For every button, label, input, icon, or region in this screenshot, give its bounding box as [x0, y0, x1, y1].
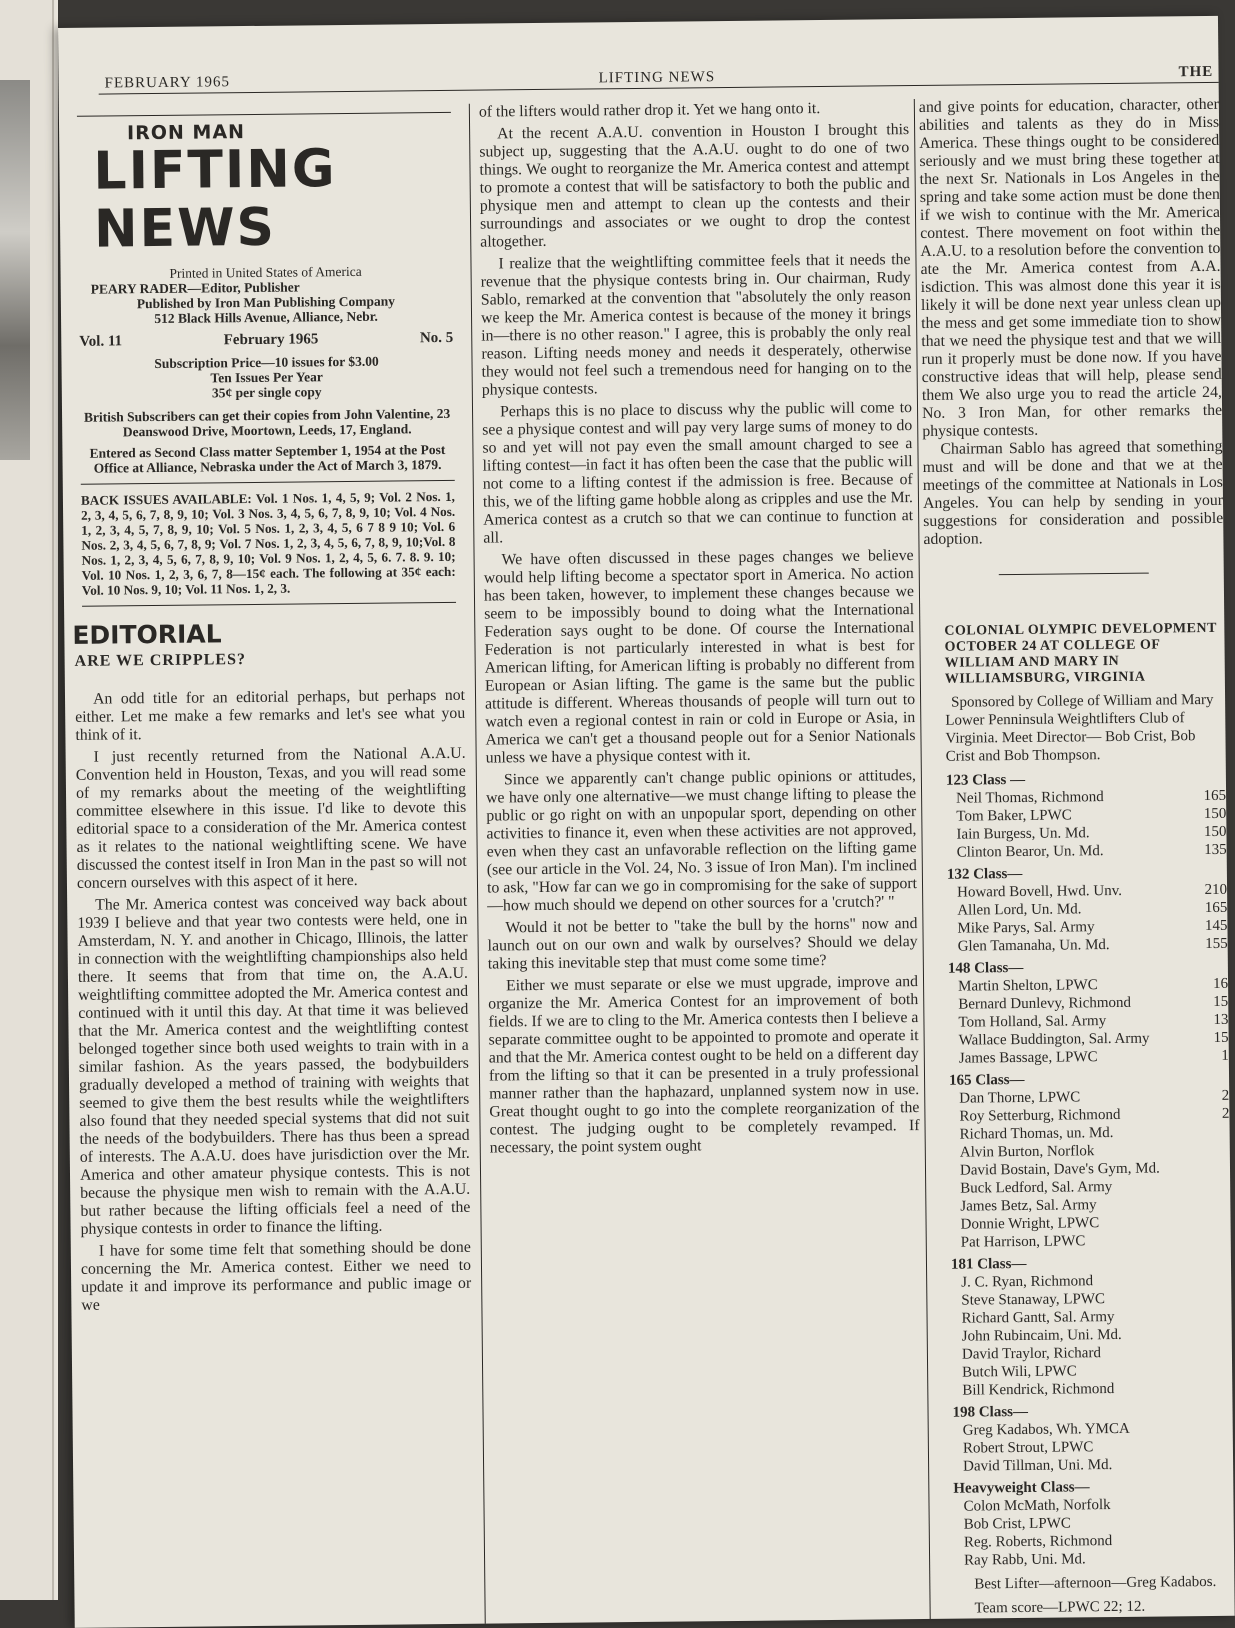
lifter-name: David Traylor, Richard [962, 1344, 1101, 1363]
publisher-line: Published by Iron Man Publishing Company [71, 293, 461, 312]
lifter-name: Richard Thomas, un. Md. [960, 1124, 1114, 1144]
lifter-total: 1 [1221, 1047, 1229, 1065]
weight-class-heading: 132 Class— [947, 863, 1227, 884]
publication-info [71, 263, 462, 327]
result-row [962, 1379, 1232, 1400]
lifter-total: 2 [1222, 1087, 1230, 1105]
address-line: 512 Black Hills Avenue, Alliance, Nebr. [71, 308, 461, 327]
weight-class-heading: 165 Class— [949, 1069, 1229, 1090]
lifter-total: 155 [1205, 935, 1228, 953]
lifter-name: Glen Tamanaha, Un. Md. [958, 936, 1110, 956]
lifter-name: Ray Rabb, Uni. Md. [964, 1550, 1086, 1569]
lifter-name: Robert Strout, LPWC [963, 1438, 1094, 1457]
lifter-total: 210 [1204, 881, 1227, 899]
result-row [957, 841, 1227, 862]
lifter-name: David Bostain, Dave's Gym, Md. [960, 1160, 1160, 1180]
editorial-paragraph: I realize that the weightlifting committee feels that it needs the revenue that the physique contests bring in. Our chairman, Rudy Sablo, remarked at the convention that "absolutely the only reason we keep the Mr. America contest is because of the money it brings in—there is no other reason." I agree, this is probably the only real reason. Lifting needs money and needs it desperately, otherwise they would not feel such a tremendous need for hanging on to the physique contests. [480, 251, 911, 399]
volume-line [79, 329, 453, 351]
issue-date: February 1965 [224, 330, 319, 349]
editorial-paragraph: At the recent A.A.U. convention in Houston I brought this subject up, suggesting that the A.A.U. ought to do one of two things. We ought to reorganize the Mr. America contest and attempt to promote a contest that will be satisfactory to both the public and physique men and attempt to clean up the contests and their surroundings and associates or we ought to drop the contest altogether. [479, 121, 910, 251]
lifter-name: Dan Thorne, LPWC [959, 1088, 1080, 1107]
results-footer [964, 1573, 1234, 1618]
results-title: COLONIAL OLYMPIC DEVELOPMENT OCTOBER 24 AT COLLEGE OF WILLIAM AND MARY IN WILLIAMSBURG, VIRGINIA [944, 621, 1225, 688]
lifter-name: Iain Burgess, Un. Md. [956, 824, 1089, 843]
lifter-total: 16 [1213, 975, 1228, 993]
column-2 [479, 99, 920, 1161]
lifter-name: Mike Parys, Sal. Army [957, 918, 1094, 937]
editorial-subheading: ARE WE CRIPPLES? [75, 649, 465, 671]
weight-class-heading: 148 Class— [948, 957, 1228, 978]
editorial-heading: EDITORIAL [72, 623, 464, 645]
lifter-name: Greg Kadabos, Wh. YMCA [963, 1420, 1130, 1440]
single-copy-price: 35¢ per single copy [72, 383, 462, 402]
masthead-rule-top [77, 112, 451, 117]
lifter-name: Tom Baker, LPWC [956, 806, 1072, 825]
subscription-price: Subscription Price—10 issues for $3.00 [71, 353, 461, 372]
lifter-name: Steve Stanaway, LPWC [961, 1290, 1105, 1310]
masthead-small: IRON MAN [127, 121, 459, 142]
editorial-paragraph: Either we must separate or else we must upgrade, improve and organize the Mr. America Contest for an improvement of both fields. If we are to cling to the Mr. America contests then I believe a separate committee ought to be appointed to promote and operate it and that the Mr. America contest ought to be held on a different day from the lifting so that it can be presented in a truly professional manner rather than the haphazard, unplanned system now in use. Great thought ought to go into the complete reorganization of the contest. The judging ought to be completely revamped. If necessary, the point system ought [488, 973, 920, 1157]
lifter-total: 150 [1204, 805, 1227, 823]
editorial-paragraph: of the lifters would rather drop it. Yet we hang onto it. [479, 99, 909, 122]
printed-line: Printed in United States of America [71, 263, 461, 282]
previous-page-photo [0, 80, 30, 460]
editorial-paragraph: We have often discussed in these pages changes we believe would help lifting become a spectator sport in America. No action has been taken, however, to implement these changes because we seem to be impossibly bound to doing what the International Federation says ought to be done. Of course the International Federation is not particularly interested in what is best for American lifting, for American lifting is probably no different from European or Asian lifting. The game is the same but the public attitude is different. Whereas thousands of people will turn out to watch even a regional contest in rain or cold in Europe or Asia, in America we can't get a thousand people out for a Senior Nationals unless we have a physique contest with it. [484, 547, 916, 767]
lifter-name: Wallace Buddington, Sal. Army [959, 1030, 1150, 1050]
lifter-name: Bob Crist, LPWC [964, 1514, 1071, 1533]
lifter-name: Tom Holland, Sal. Army [958, 1012, 1106, 1032]
result-row [959, 1047, 1229, 1068]
lifter-total: 2 [1222, 1105, 1230, 1123]
results-classes [926, 769, 1234, 1570]
lifter-total: 13 [1213, 1011, 1228, 1029]
lifter-name: Buck Ledford, Sal. Army [960, 1178, 1112, 1198]
weight-class-heading: 123 Class — [946, 769, 1226, 790]
lifter-total: 15 [1214, 1029, 1229, 1047]
lifter-name: James Bassage, LPWC [959, 1048, 1098, 1067]
lifter-total: 165 [1205, 899, 1228, 917]
editorial-paragraph: The Mr. America contest was conceived way back about 1939 I believe and that year two contests were held, one in Amsterdam, N. Y. and another in Chicago, Illinois, the latter in connection with the weightlifting championships also held there. It seems that from that time on, the A.A.U. weightlifting committee adopted the Mr. America contest and continued with it until this day. At that time it was believed that the Mr. America contest and the weightlifting contest belonged together since both used weights to train with in a similar fashion. As the years passed, the bodybuilders gradually developed a method of training with weights that seemed to give them the best results while the weightlifters also found that they needed special systems that did not suit the needs of the bodybuilders. There has thus been a spread of interests. The A.A.U. does have jurisdiction over the Mr. America and other amateur physique contests. This is not because the physique men wish to remain with the A.A.U. but rather because the lifting officials feel a need of the physique contests in order to finance the lifting. [77, 893, 471, 1239]
result-row [964, 1549, 1234, 1570]
lifter-name: Bill Kendrick, Richmond [962, 1380, 1114, 1400]
lifter-name: Colon McMath, Norfolk [963, 1496, 1110, 1516]
column-1 [69, 104, 472, 1319]
running-head-title: LIFTING NEWS [598, 69, 715, 87]
lifter-total: 165 [1204, 787, 1227, 805]
lifter-name: Howard Bovell, Hwd. Unv. [957, 882, 1122, 902]
british-subscribers: British Subscribers can get their copies from John Valentine, 23 Deanswood Drive, Moortown, Leeds, 17, England. [80, 406, 454, 440]
team-score: Team score—LPWC 22; 12. [965, 1597, 1235, 1618]
section-separator [999, 573, 1149, 576]
lifter-name: Bernard Dunlevy, Richmond [958, 994, 1131, 1014]
editorial-paragraph: I have for some time felt that something should be done concerning the Mr. America contest. Either we need to update it and improve its performance and public image or we [81, 1239, 472, 1315]
weight-class-heading: Heavyweight Class— [953, 1477, 1233, 1498]
running-head-date: FEBRUARY 1965 [105, 74, 231, 92]
lifter-name: David Tillman, Uni. Md. [963, 1456, 1112, 1476]
subscription-info [71, 353, 462, 476]
issue-number: No. 5 [420, 329, 454, 347]
back-issues: BACK ISSUES AVAILABLE: Vol. 1 Nos. 1, 4, 5, 9; Vol. 2 Nos. 1, 2, 3, 4, 5, 6, 7, 8, 9, 10; Vol. 3 Nos. 3, 4, 5, 6, 7, 8, 9, 10; Vol. 4 Nos. 1, 2, 3, 4, 5, 7, 8, 9, 10; Vol. 5 Nos. 1, 2, 3, 4, 5, 6 7 8 9 10; Vol. 6 Nos. 2, 3, 4, 5, 6, 7, 8, 9; Vol. 7 Nos. 1, 2, 3, 4, 5, 6, 7, 8, 9, 10;Vol. 8 Nos. 1, 2, 3, 4, 5, 6, 7, 8, 9, 10; Vol. 9 Nos. 1, 2, 4, 5, 6. 7. 8. 9. 10; Vol. 10 Nos. 1, 2, 3, 6, 7, 8—15¢ each. The following at 35¢ each: Vol. 10 Nos. 9, 10; Vol. 11 Nos. 1, 2, 3. [81, 489, 456, 598]
lifter-total: 145 [1205, 917, 1228, 935]
lifter-name: Richard Gantt, Sal. Army [961, 1308, 1114, 1328]
result-row [958, 935, 1228, 956]
masthead [69, 121, 460, 259]
editorial-rule [82, 602, 456, 607]
editor-line: PEARY RADER—Editor, Publisher [91, 278, 461, 297]
lifter-total: 150 [1204, 823, 1227, 841]
lifter-name: Alvin Burton, Norflok [960, 1142, 1095, 1161]
issues-per-year: Ten Issues Per Year [72, 368, 462, 387]
editorial-paragraph: Chairman Sablo has agreed that something must and will be done and that we at the meetings of the committee at Nationals in Los Angeles. You can help by sending in your suggestions for consideration and possible adoption. [922, 438, 1223, 549]
editorial-paragraph: Since we apparently can't change public opinions or attitudes, we have only one alternative—we must change lifting to please the public or go right on with an unpopular sport, depending on other activities to finance it, even when these activities are not approved, even when they cast an unfavorable reflection on the lifting game (see our article in the Vol. 24, No. 3 issue of Iron Man). I'm inclined to ask, "How far can we go in compromising for the sake of support—how much should we depend on other sources for a 'crutch?' " [486, 767, 917, 915]
lifter-name: Donnie Wright, LPWC [960, 1214, 1099, 1233]
lifter-name: Butch Wili, LPWC [962, 1362, 1077, 1381]
editorial-paragraph: An odd title for an editorial perhaps, but perhaps not either. Let me make a few remarks and let's see what you think of it. [75, 687, 466, 745]
lifter-name: Neil Thomas, Richmond [956, 788, 1104, 808]
lifter-name: James Betz, Sal. Army [960, 1196, 1096, 1215]
running-head-right: THE [1178, 64, 1213, 81]
lifter-total: 15 [1213, 993, 1228, 1011]
lifter-name: Pat Harrison, LPWC [961, 1232, 1086, 1251]
editorial-paragraph: I just recently returned from the National A.A.U. Convention held in Houston, Texas, and you will read some of my remarks about the meeting of the weightlifting committee elsewhere in this issue. I'd like to devote this editorial space to a consideration of the Mr. America contest as it relates to the national weightlifting scene. We have discussed the contest itself in Iron Man in the past so will not concern ourselves with this aspect of it here. [76, 745, 467, 893]
editorial-paragraph: Would it not be better to "take the bull by the horns" now and launch out on our own and walk by ourselves? Should we delay taking this inevitable step that must come some time? [487, 915, 918, 973]
editorial-paragraph: Perhaps this is no place to discuss why the public will come to see a physique contest and will pay very large sums of money to do so and yet will not pay even the small amount charged to see a lifting contest—in fact it has often been the case that the public will not come to a lifting contest if the admission is free. Because of this, we of the lifting game hobble along as cripples and use the Mr. America contest as a crutch so that we can continue to function at all. [482, 399, 913, 547]
previous-page-edge [0, 0, 54, 1600]
newspaper-page [58, 16, 1235, 1628]
back-issues-rule [81, 480, 455, 485]
weight-class-heading: 181 Class— [951, 1253, 1231, 1274]
lifter-name: John Rubincaim, Uni. Md. [962, 1326, 1122, 1346]
entered-notice: Entered as Second Class matter September 1, 1954 at the Post Office at Alliance, Nebraska under the Act of March 3, 1879. [80, 442, 454, 476]
masthead-title: LIFTING NEWS [93, 139, 460, 259]
editorial-paragraph: and give points for education, character, other abilities and talents as they do in Miss America. These things ought to be considered seriously and we must bring these together at the next Sr. Nationals in Los Angeles in the spring and take some action must be done then if we wish to continue with the Mr. America contest. There movement on foot within the A.A.U. to a resolution before the convention to ate the Mr. America contest from A.A. isdiction. This was almost done this year it is likely it will be done next year unless clean up the mess and get some immediate tion to show that we need the physique test and that we will run it properly must be done now. If you have constructive ideas that will help, please send them We also urge you to read the article 24, No. 3 Iron Man, for other remarks the physique contests. [919, 96, 1223, 441]
result-row [963, 1455, 1233, 1476]
result-row [961, 1231, 1231, 1252]
best-lifter: Best Lifter—afternoon—Greg Kadabos. [964, 1573, 1234, 1594]
lifter-name: Martin Shelton, LPWC [958, 976, 1098, 995]
results-sponsor: Sponsored by College of William and Mary Lower Penninsula Weightlifters Club of Virginia. Meet Director— Bob Crist, Bob Crist and Bob Thompson. [945, 691, 1226, 766]
column-3 [919, 96, 1235, 1618]
lifter-name: Roy Setterburg, Richmond [959, 1106, 1120, 1126]
weight-class-heading: 198 Class— [952, 1401, 1232, 1422]
volume: Vol. 11 [79, 332, 122, 350]
lifter-name: Clinton Bearor, Un. Md. [957, 842, 1104, 862]
lifter-name: Reg. Roberts, Richmond [964, 1532, 1113, 1552]
lifter-name: Allen Lord, Un. Md. [957, 900, 1081, 919]
lifter-name: J. C. Ryan, Richmond [961, 1272, 1093, 1291]
lifter-total: 135 [1204, 841, 1227, 859]
